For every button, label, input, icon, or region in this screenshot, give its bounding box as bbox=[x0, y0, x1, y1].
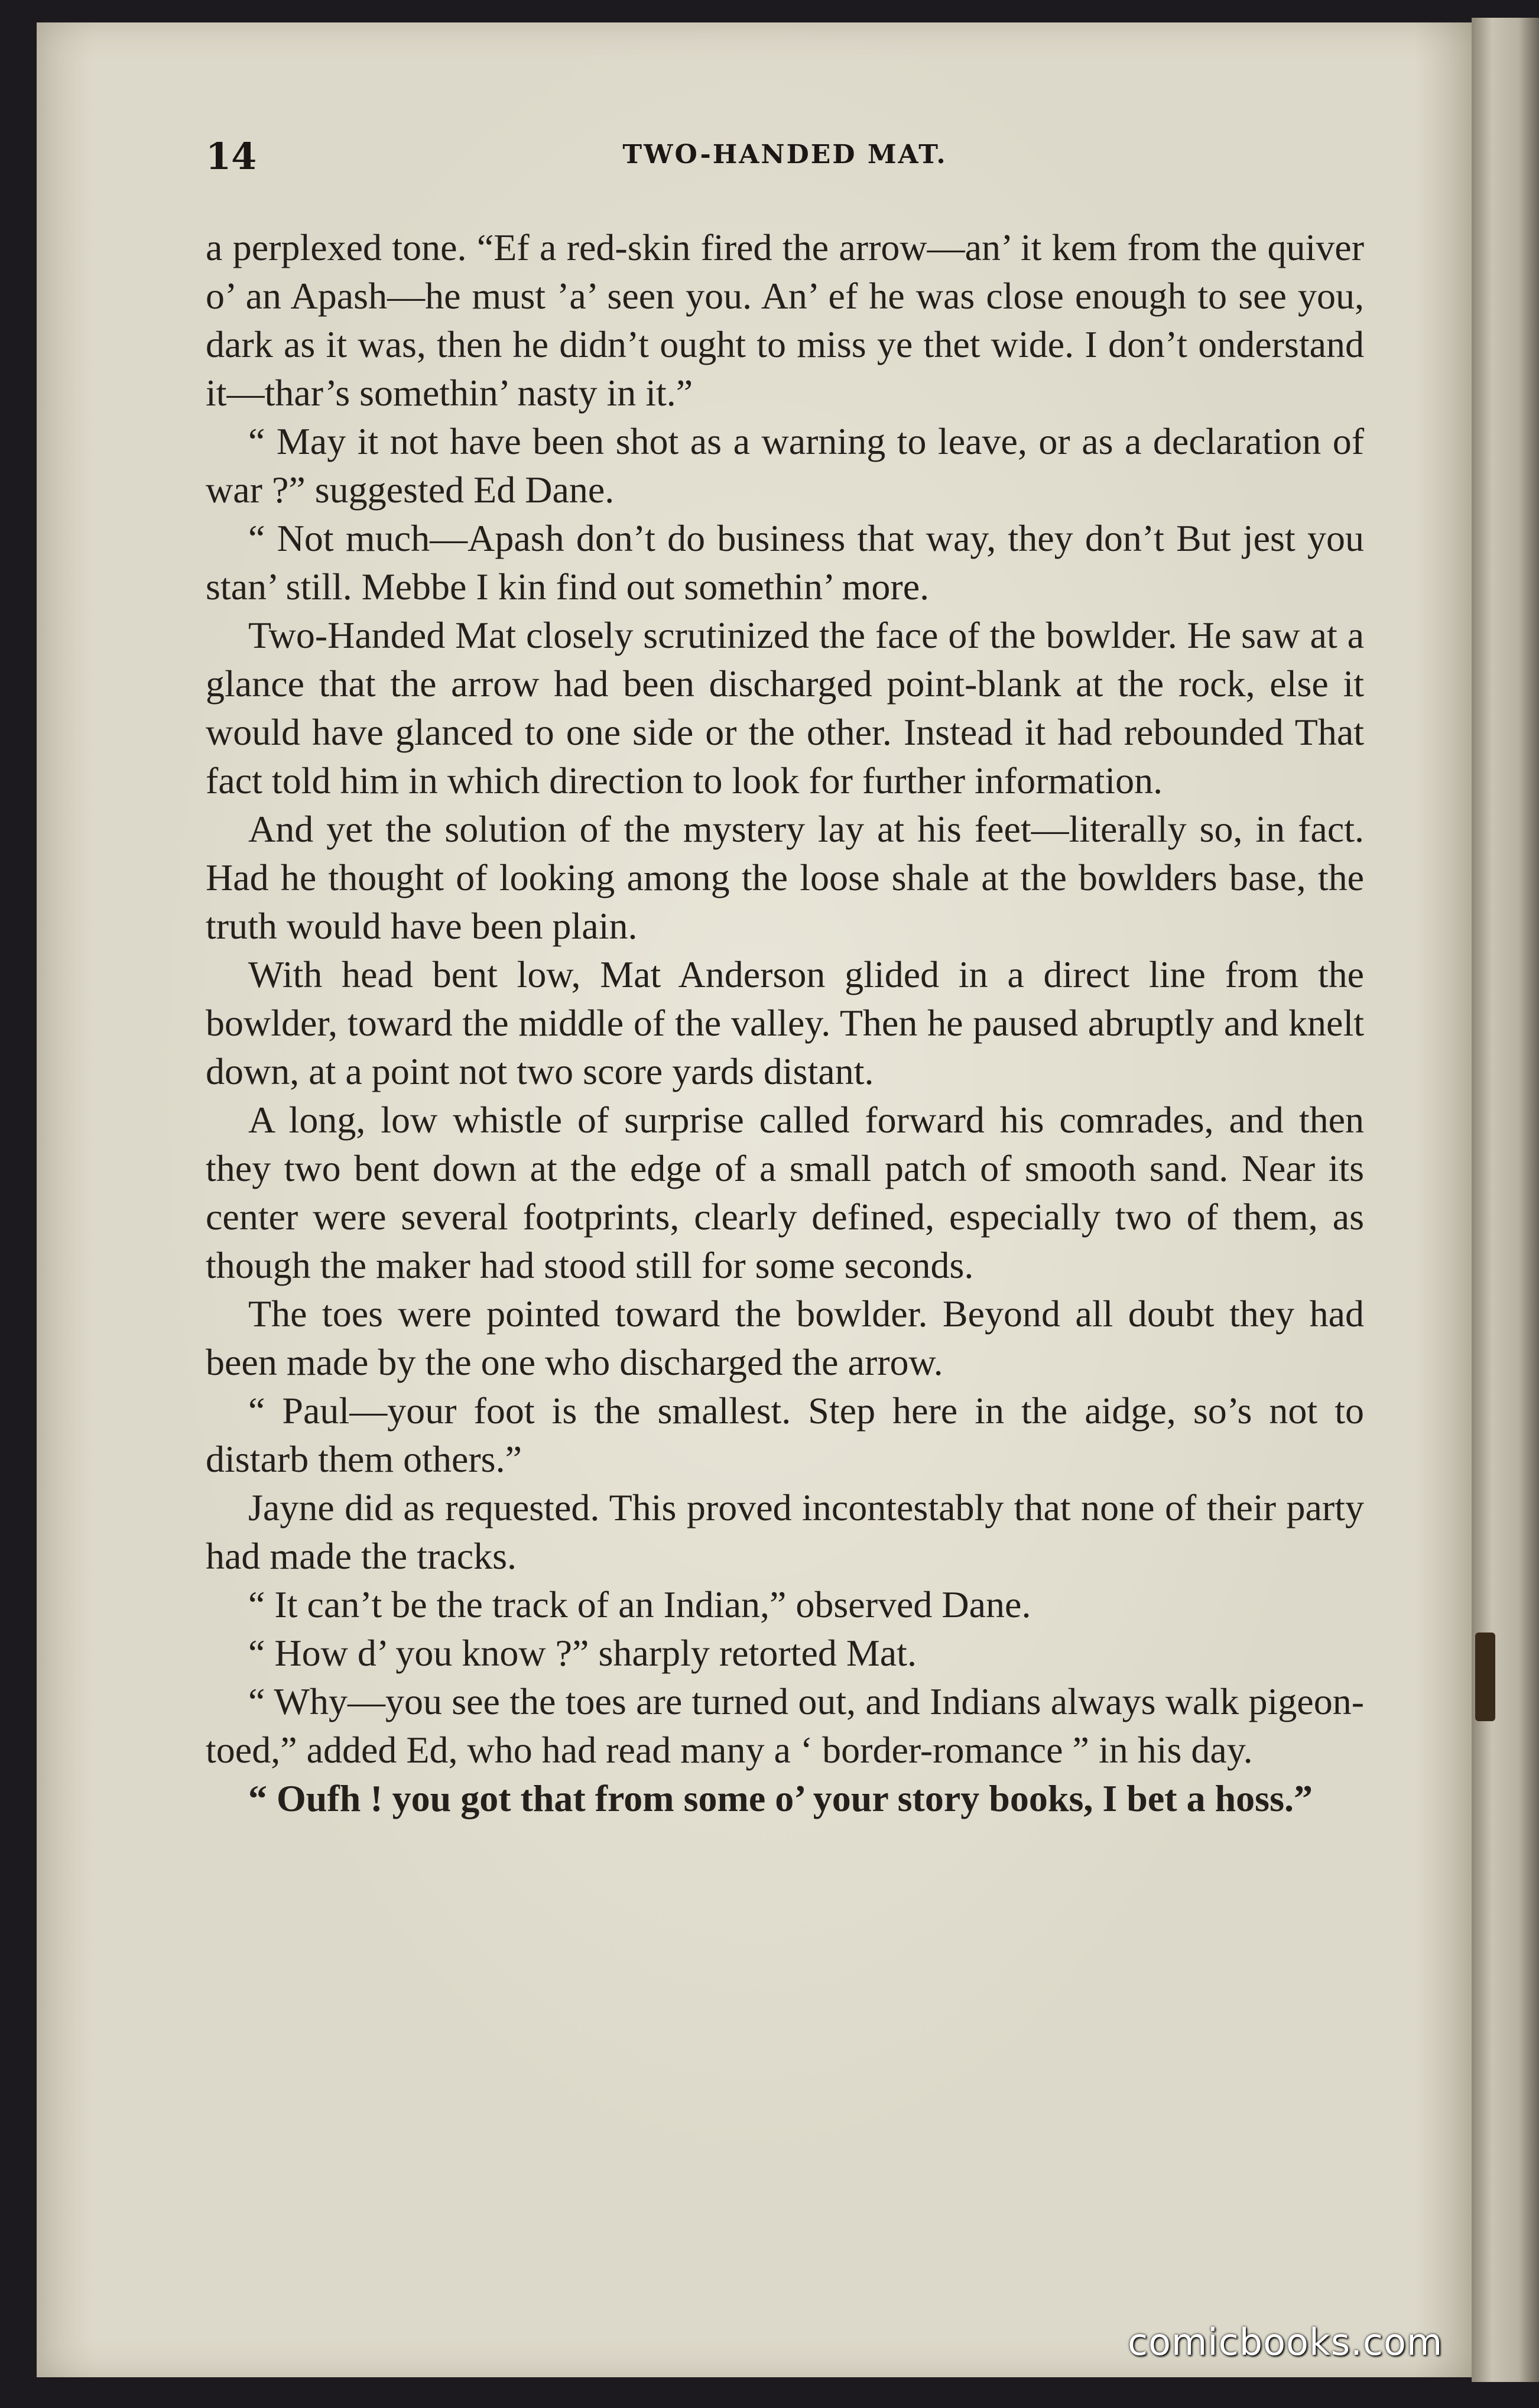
running-head: TWO-HANDED MAT. bbox=[622, 139, 947, 170]
book-spine-edge bbox=[1472, 18, 1539, 2382]
paragraph: And yet the solution of the mystery lay at his feet—literally so, in fact. Had he thought of looking among the loose shale at the bowlders base, the truth would have been plain. bbox=[206, 808, 1364, 947]
paragraph: “ How d’ you know ?” sharply retorted Mat. bbox=[248, 1632, 917, 1674]
page-number: 14 bbox=[206, 135, 257, 178]
paragraph: a perplexed tone. “Ef a red-skin fired the arrow—an’ it kem from the quiver o’ an Apash—he must ’a’ seen you. An’ ef he was close enough to see you, dark as it was, then he didn’t ought to miss ye thet wide. I don’t onderstand it—thar’s somethin’ nasty in it.” bbox=[206, 226, 1364, 414]
paragraph: “ May it not have been shot as a warning to leave, or as a declaration of war ?” suggested Ed Dane. bbox=[206, 420, 1364, 511]
paragraph: Two-Handed Mat closely scrutinized the face of the bowlder. He saw at a glance that the arrow had been discharged point-blank at the rock, else it would have glanced to one side or the other. Instead it had rebounded That fact told him in which direction to look for further information. bbox=[206, 614, 1364, 801]
watermark: comicbooks.com bbox=[1128, 2321, 1443, 2364]
paragraph: With head bent low, Mat Anderson glided in a direct line from the bowlder, toward the middle of the valley. Then he paused abruptly and knelt down, at a point not two score yards distant. bbox=[206, 953, 1364, 1092]
binding-tab bbox=[1475, 1633, 1495, 1721]
paragraph: The toes were pointed toward the bowlder. Beyond all doubt they had been made by the one who discharged the arrow. bbox=[206, 1293, 1364, 1383]
paragraph: “ It can’t be the track of an Indian,” observed Dane. bbox=[248, 1583, 1031, 1625]
paragraph: Jayne did as requested. This proved incontestably that none of their party had made the tracks. bbox=[206, 1487, 1364, 1577]
paragraph: “ Not much—Apash don’t do business that way, they don’t But jest you stan’ still. Mebbe I kin find out somethin’ more. bbox=[206, 517, 1364, 608]
paragraph: “ Paul—your foot is the smallest. Step here in the aidge, so’s not to distarb them others.” bbox=[206, 1390, 1364, 1480]
paragraph: A long, low whistle of surprise called forward his comrades, and then they two bent down at the edge of a small patch of smooth sand. Near its center were several footprints, clearly defined, especially two of them, as though the maker had stood still for some seconds. bbox=[206, 1099, 1364, 1286]
body-text bbox=[206, 223, 1364, 1823]
paragraph: “ Oufh ! you got that from some o’ your story books, I bet a hoss.” bbox=[248, 1777, 1313, 1819]
paragraph: “ Why—you see the toes are turned out, and Indians always walk pigeon-toed,” added Ed, who had read many a ‘ border-romance ” in his day. bbox=[206, 1680, 1364, 1771]
page-header bbox=[206, 135, 1364, 188]
